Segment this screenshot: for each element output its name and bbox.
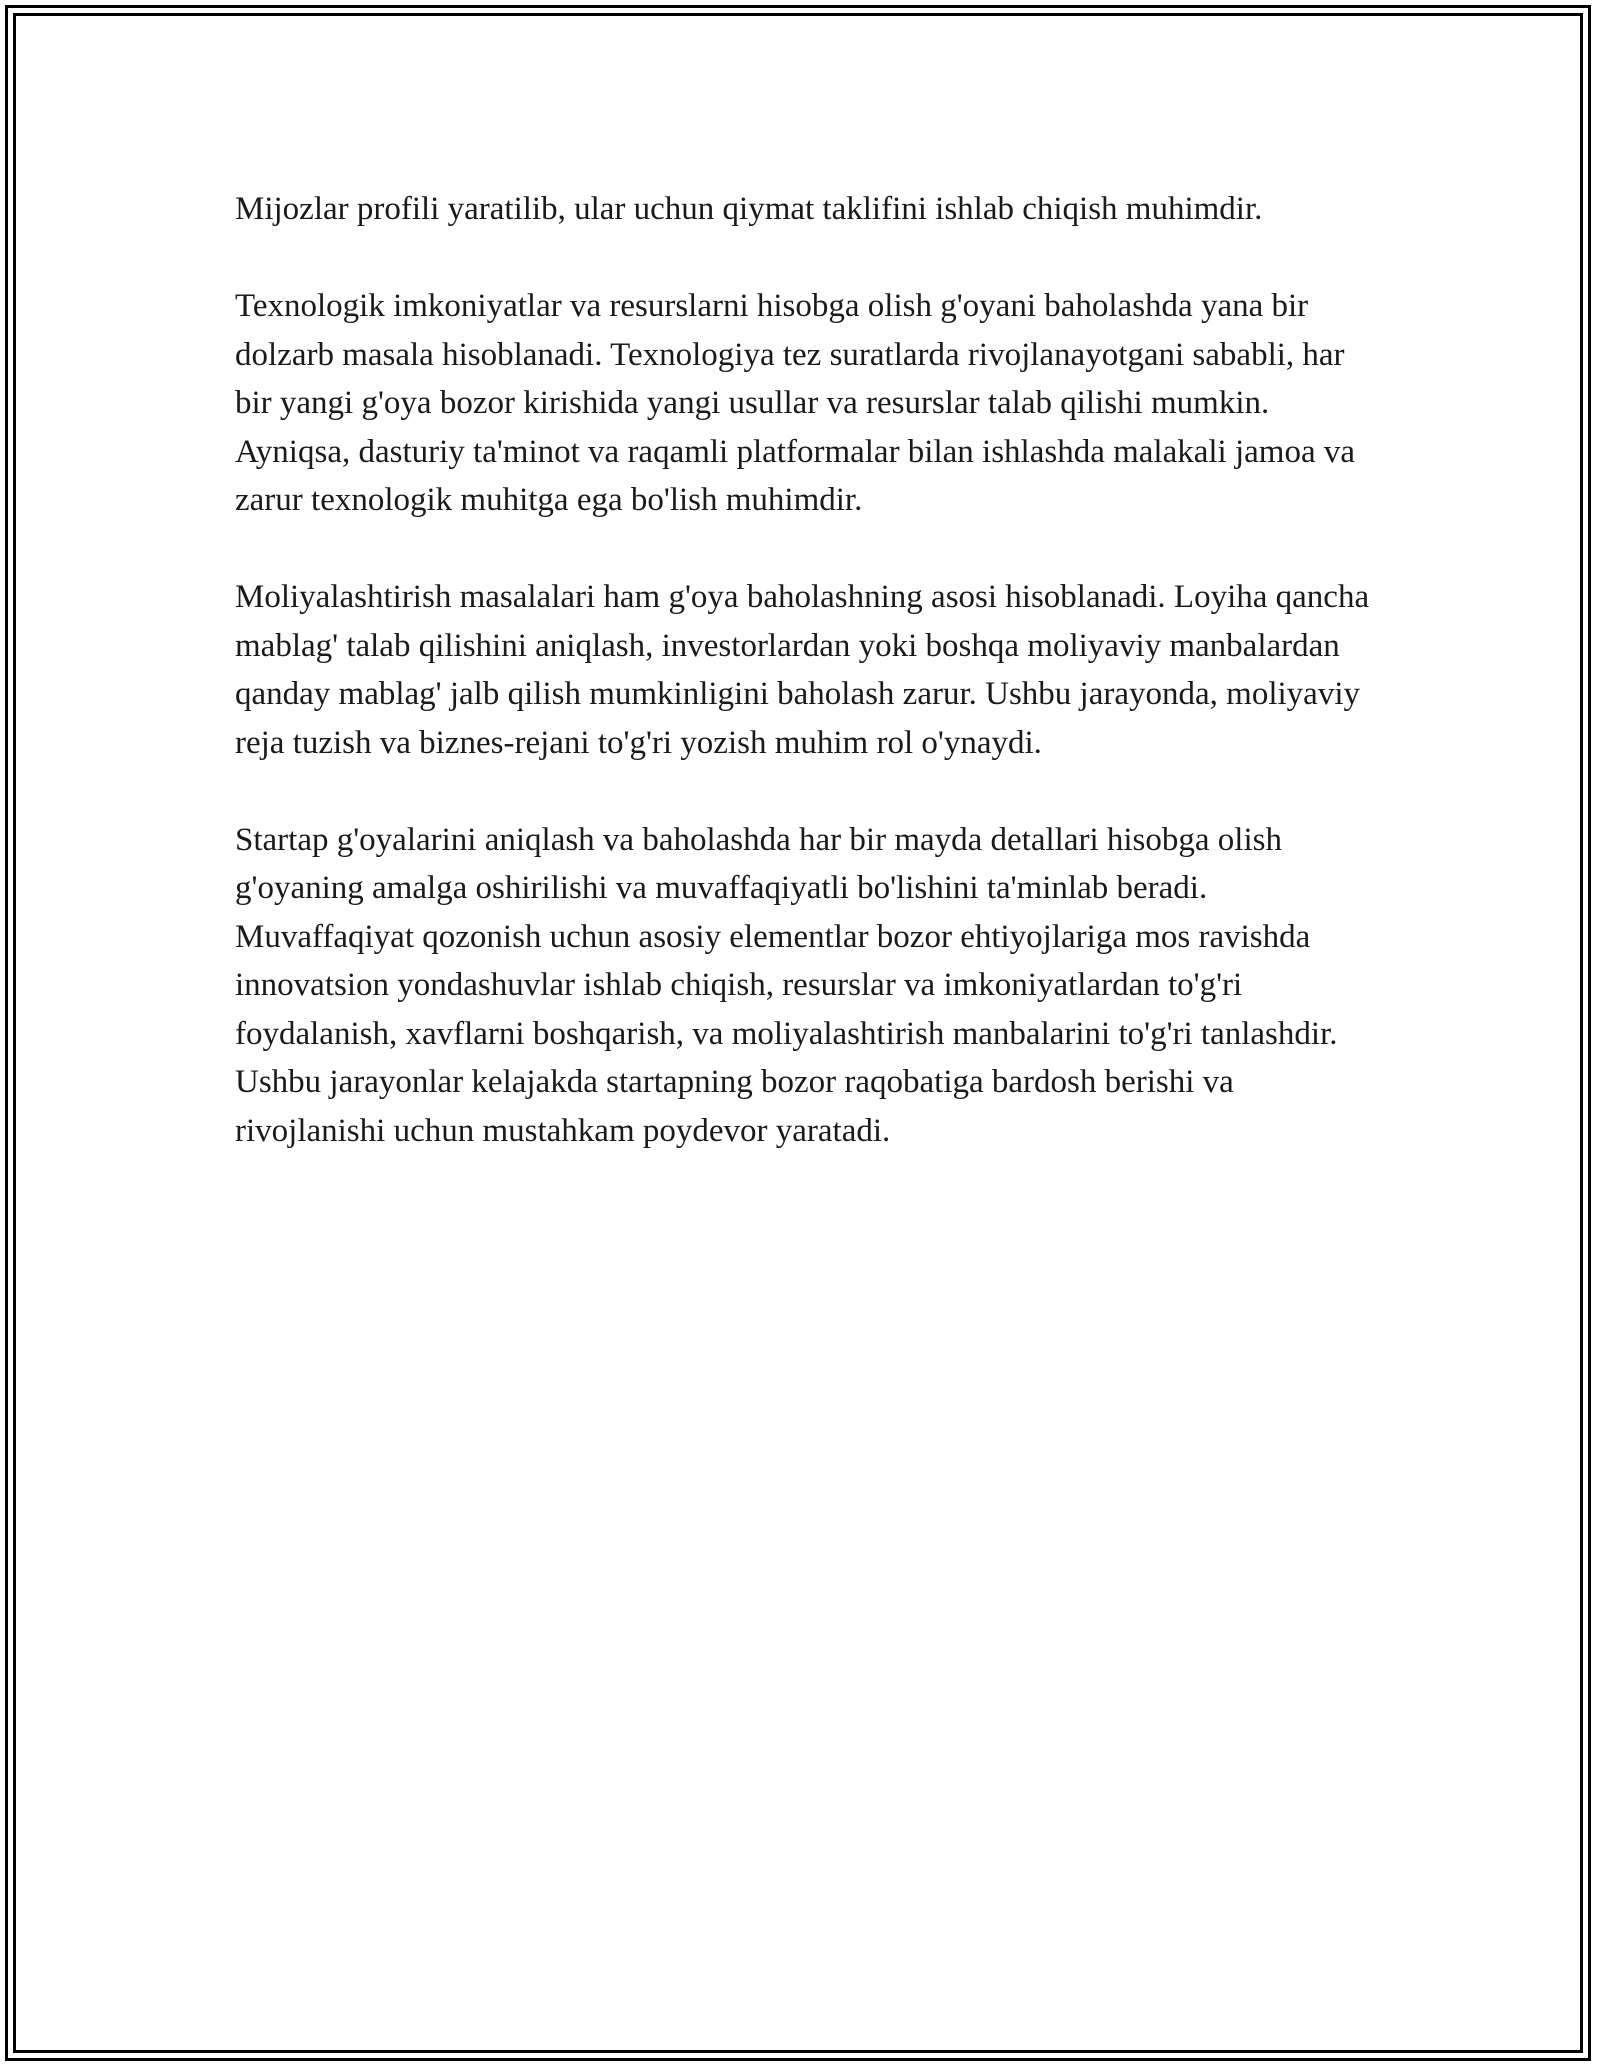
paragraph-financing: Moliyalashtirish masalalari ham g'oya baholashning asosi hisoblanadi. Loyiha qancha mablag' talab qilishini aniqlash, investorlardan yoki boshqa moliyaviy manbalardan qanday mablag' jalb qilish mumkinligini baholash zarur. Ushbu jarayonda, moliyaviy reja tuzish va biznes-rejani to'g'ri yozish muhim rol o'ynaydi. — [235, 579, 1370, 761]
paragraph-technology-resources: Texnologik imkoniyatlar va resurslarni hisobga olish g'oyani baholashda yana bir dolzarb masala hisoblanadi. Texnologiya tez suratlarda rivojlanayotgani sababli, har bir yangi g'oya bozor kirishida yangi usullar va resurslar talab qilishi mumkin. Ayniqsa, dasturiy ta'minot va raqamli platformalar bilan ishlashda malakali jamoa va zarur texnologik muhitga ega bo'lish muhimdir. — [235, 288, 1356, 518]
document-body — [235, 185, 1375, 1204]
paragraph-conclusion: Startap g'oyalarini aniqlash va baholashda har bir mayda detallari hisobga olish g'oyaning amalga oshirilishi va muvaffaqiyatli bo'lishini ta'minlab beradi. Muvaffaqiyat qozonish uchun asosiy elementlar bozor ehtiyojlariga mos ravishda innovatsion yondashuvlar ishlab chiqish, resurslar va imkoniyatlardan to'g'ri foydalanish, xavflarni boshqarish, va moliyalashtirish manbalarini to'g'ri tanlashdir. Ushbu jarayonlar kelajakda startapning bozor raqobatiga bardosh berishi va rivojlanishi uchun mustahkam poydevor yaratadi. — [235, 821, 1338, 1149]
paragraph-customer-profile: Mijozlar profili yaratilib, ular uchun qiymat taklifini ishlab chiqish muhimdir. — [235, 191, 1263, 227]
